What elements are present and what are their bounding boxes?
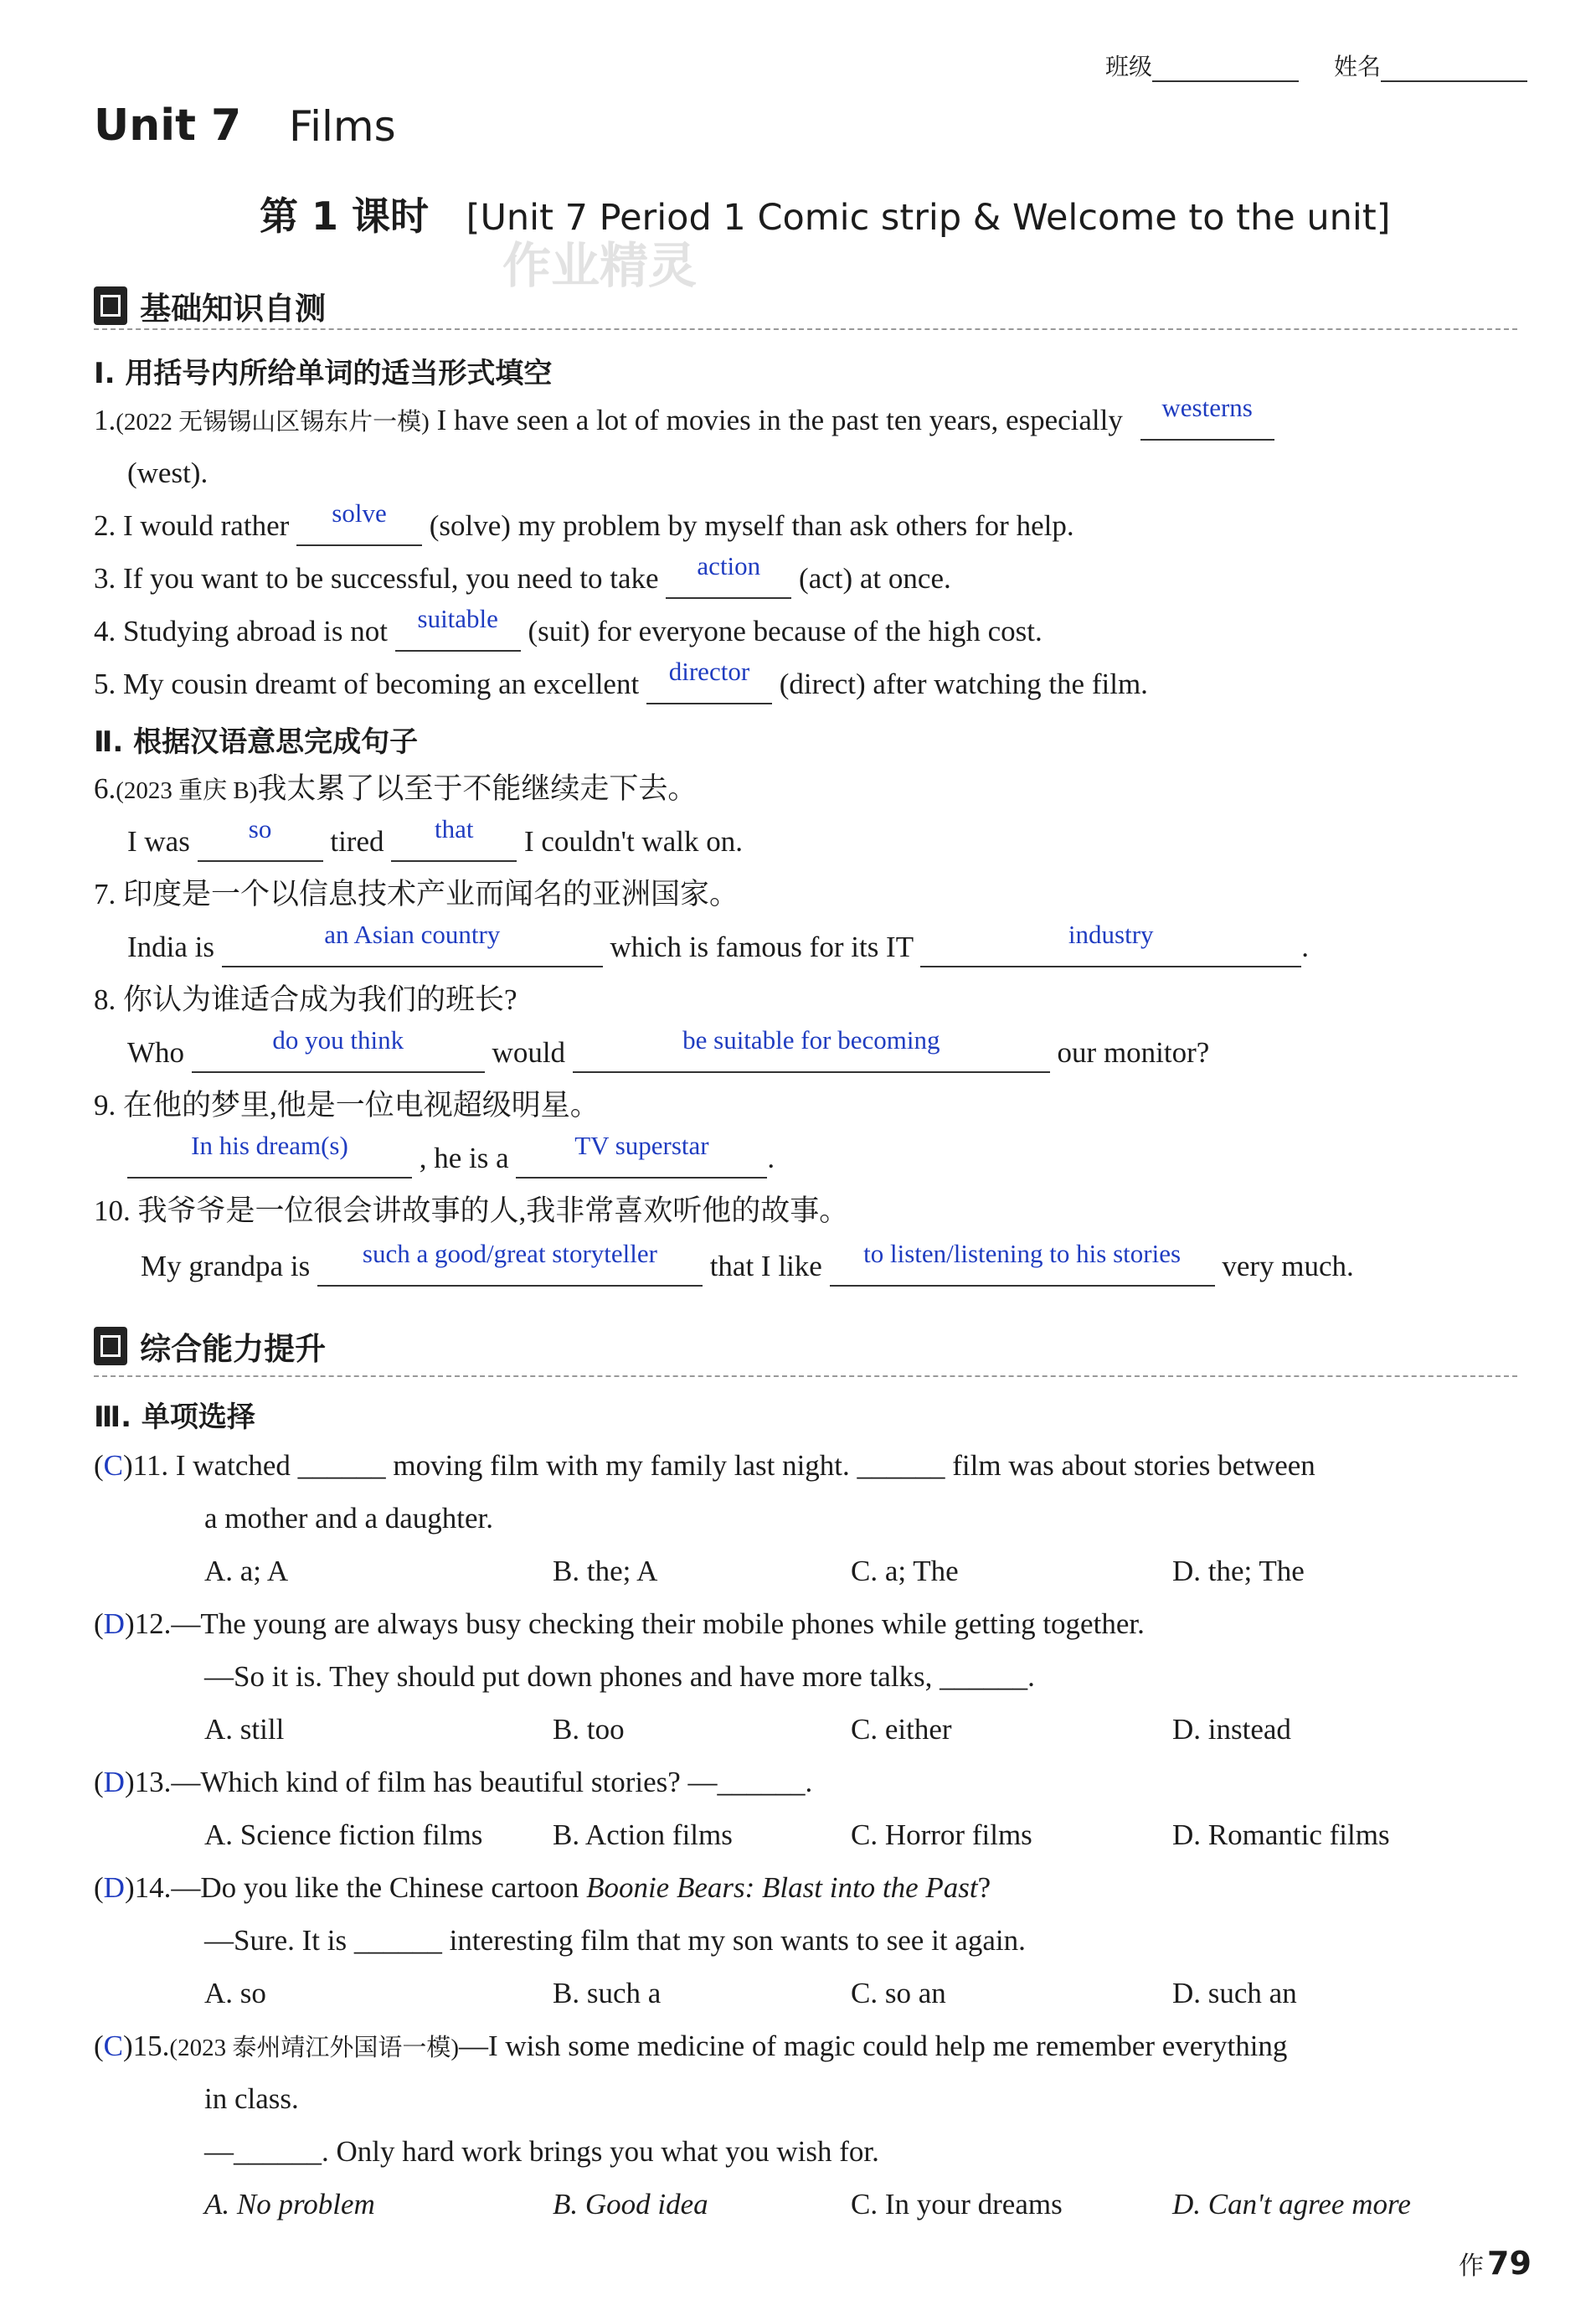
answer-blank[interactable]: suitable <box>395 618 521 652</box>
section-title: 综合能力提升 <box>140 1331 327 1367</box>
question-9-cn: 9. 在他的梦里,他是一位电视超级明星。 <box>94 1089 600 1122</box>
question-14-cont: —Sure. It is ______ interesting film that my son wants to see it again. <box>204 1924 1026 1957</box>
question-13: (D)13.—Which kind of film has beautiful stories? —______. <box>94 1766 813 1798</box>
unit-number: Unit 7 <box>94 101 242 151</box>
name-label: 姓名 <box>1334 53 1382 80</box>
answer-choice[interactable]: D <box>103 1871 125 1904</box>
section-icon <box>94 1327 127 1365</box>
lesson-title <box>260 186 1391 241</box>
section-header-advanced <box>94 1323 326 1369</box>
answer-choice[interactable]: D <box>103 1607 125 1640</box>
answer-blank[interactable]: TV superstar <box>516 1145 767 1179</box>
answer-blank[interactable]: to listen/listening to his stories <box>830 1253 1215 1287</box>
lesson-title-cn: 第 1 课时 <box>260 193 430 239</box>
answer-blank[interactable]: director <box>646 671 772 704</box>
option-b[interactable]: B. the; A <box>553 1555 658 1587</box>
question-11-cont: a mother and a daughter. <box>204 1502 494 1535</box>
answer-blank[interactable]: an Asian country <box>222 934 603 967</box>
option-a[interactable]: A. Science fiction films <box>204 1818 483 1851</box>
question-10: My grandpa is such a good/great storyteller that I like to listen/listening to his stories very much. <box>141 1248 1354 1285</box>
option-b[interactable]: B. Good idea <box>553 2188 708 2221</box>
answer-blank[interactable]: such a good/great storyteller <box>317 1253 703 1287</box>
question-12-cont: —So it is. They should put down phones and have more talks, ______. <box>204 1660 1035 1693</box>
answer-blank[interactable]: be suitable for becoming <box>573 1039 1050 1073</box>
answer-blank[interactable]: westerns <box>1140 407 1274 441</box>
answer-choice[interactable]: C <box>103 2030 124 2062</box>
question-3: 3. If you want to be successful, you need to take action (act) at once. <box>94 560 951 597</box>
question-2: 2. I would rather solve (solve) my problem by myself than ask others for help. <box>94 508 1074 544</box>
section-header-basic <box>94 283 326 328</box>
option-c[interactable]: C. either <box>851 1713 952 1746</box>
option-d[interactable]: D. such an <box>1172 1977 1297 2009</box>
question-1-cont: (west). <box>127 456 209 489</box>
option-b[interactable]: B. Action films <box>553 1818 733 1851</box>
answer-blank[interactable]: In his dream(s) <box>127 1145 412 1179</box>
question-12: (D)12.—The young are always busy checking their mobile phones while getting together. <box>94 1607 1145 1640</box>
option-b[interactable]: B. too <box>553 1713 625 1746</box>
part2-heading: Ⅱ. 根据汉语意思完成句子 <box>94 725 419 759</box>
question-7-cn: 7. 印度是一个以信息技术产业而闻名的亚洲国家。 <box>94 878 739 910</box>
option-c[interactable]: C. In your dreams <box>851 2188 1063 2221</box>
option-b[interactable]: B. such a <box>553 1977 662 2009</box>
option-d[interactable]: D. instead <box>1172 1713 1291 1746</box>
answer-blank[interactable]: action <box>666 565 791 599</box>
answer-blank[interactable]: that <box>391 828 517 862</box>
option-c[interactable]: C. Horror films <box>851 1818 1032 1851</box>
class-label: 班级 <box>1105 53 1153 80</box>
option-c[interactable]: C. a; The <box>851 1555 959 1587</box>
lesson-title-en: [Unit 7 Period 1 Comic strip & Welcome to the unit] <box>466 197 1391 239</box>
name-field[interactable] <box>1334 49 1527 82</box>
option-d[interactable]: D. Can't agree more <box>1172 2188 1411 2221</box>
question-1: 1.(2022 无锡锡山区锡东片一模) I have seen a lot of movies in the past ten years, especially westerns <box>94 402 1274 441</box>
question-15: (C)15.(2023 泰州靖江外国语一模)—I wish some medicine of magic could help me remember everything <box>94 2030 1288 2062</box>
question-4: 4. Studying abroad is not suitable (suit) for everyone because of the high cost. <box>94 613 1043 650</box>
class-field[interactable] <box>1105 49 1299 82</box>
question-8: Who do you think would be suitable for becoming our monitor? <box>127 1034 1209 1071</box>
question-15-cont: in class. <box>204 2082 299 2115</box>
answer-choice[interactable]: C <box>103 1449 124 1482</box>
option-c[interactable]: C. so an <box>851 1977 946 2009</box>
part3-heading: Ⅲ. 单项选择 <box>94 1400 255 1434</box>
question-10-cn: 10. 我爷爷是一位很会讲故事的人,我非常喜欢听他的故事。 <box>94 1194 849 1227</box>
unit-name: Films <box>289 102 396 151</box>
section-title: 基础知识自测 <box>140 291 327 327</box>
part1-heading: Ⅰ. 用括号内所给单词的适当形式填空 <box>94 357 553 390</box>
watermark: 作业精灵 <box>502 237 698 294</box>
question-5: 5. My cousin dreamt of becoming an excellent director (direct) after watching the film. <box>94 666 1148 703</box>
question-9: In his dream(s) , he is a TV superstar . <box>127 1140 775 1177</box>
question-15-reply: —______. Only hard work brings you what you wish for. <box>204 2135 879 2168</box>
option-d[interactable]: D. Romantic films <box>1172 1818 1390 1851</box>
option-a[interactable]: A. so <box>204 1977 266 2009</box>
answer-choice[interactable]: D <box>103 1766 125 1798</box>
page-number: 作 79 <box>1459 2245 1532 2282</box>
option-a[interactable]: A. a; A <box>204 1555 289 1587</box>
option-a[interactable]: A. still <box>204 1713 285 1746</box>
answer-blank[interactable]: so <box>198 828 323 862</box>
question-6-cn: 6.(2023 重庆 B)我太累了以至于不能继续走下去。 <box>94 772 698 805</box>
answer-blank[interactable]: do you think <box>192 1039 485 1073</box>
question-8-cn: 8. 你认为谁适合成为我们的班长? <box>94 983 517 1016</box>
question-14: (D)14.—Do you like the Chinese cartoon Boonie Bears: Blast into the Past? <box>94 1871 991 1904</box>
answer-blank[interactable]: solve <box>296 513 422 546</box>
question-6: I was so tired that I couldn't walk on. <box>127 823 743 860</box>
question-11: (C)11. I watched ______ moving film with my family last night. ______ film was about stories between <box>94 1449 1315 1482</box>
question-7: India is an Asian country which is famous for its IT industry . <box>127 929 1309 966</box>
option-a[interactable]: A. No problem <box>204 2188 375 2221</box>
section-icon <box>94 286 127 325</box>
option-d[interactable]: D. the; The <box>1172 1555 1305 1587</box>
answer-blank[interactable]: industry <box>920 934 1301 967</box>
